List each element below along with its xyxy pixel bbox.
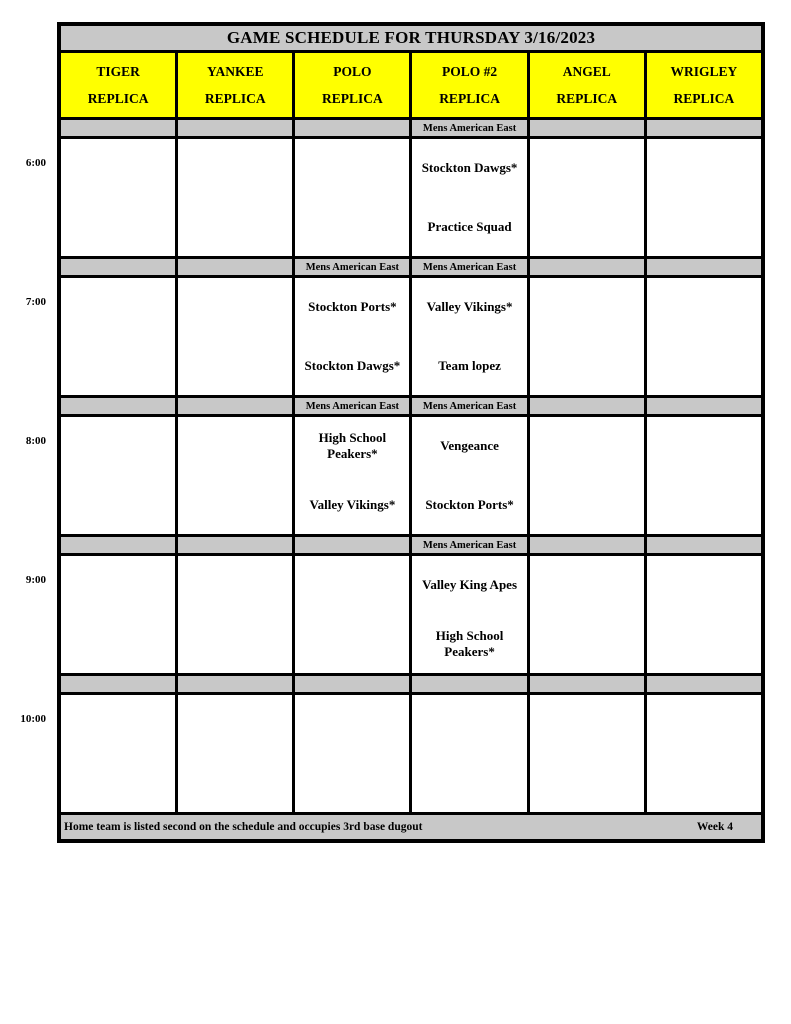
home-team <box>412 754 526 813</box>
game-cell <box>647 278 761 395</box>
field-header-3 <box>295 53 409 117</box>
game-cell <box>61 556 175 673</box>
league-banner-cell: Mens American East <box>412 259 526 275</box>
field-name-line1: ANGEL <box>562 63 611 79</box>
away-team <box>178 278 292 337</box>
game-row <box>61 278 761 395</box>
league-banner-cell <box>647 259 761 275</box>
away-team <box>295 556 409 615</box>
home-team <box>647 198 761 257</box>
home-team <box>647 476 761 535</box>
game-cell <box>178 695 292 812</box>
league-banner-cell <box>61 120 175 136</box>
home-team <box>295 754 409 813</box>
game-row <box>61 139 761 256</box>
game-cell <box>295 278 409 395</box>
game-cell <box>61 417 175 534</box>
league-banner-cell: Mens American East <box>412 120 526 136</box>
away-team <box>530 695 644 754</box>
game-cell <box>178 139 292 256</box>
field-name-line2: REPLICA <box>556 90 618 106</box>
home-team <box>530 615 644 674</box>
away-team <box>178 695 292 754</box>
league-banner-cell: Mens American East <box>295 398 409 414</box>
game-cell <box>61 139 175 256</box>
away-team: Valley King Apes <box>422 577 517 593</box>
game-cell <box>61 278 175 395</box>
league-banner-row <box>61 676 761 692</box>
away-team <box>61 139 175 198</box>
field-header-6 <box>647 53 761 117</box>
game-row <box>61 695 761 812</box>
away-team <box>61 556 175 615</box>
game-cell <box>647 417 761 534</box>
league-banner-row <box>61 120 761 136</box>
home-team: Stockton Ports* <box>425 496 514 512</box>
away-team <box>530 556 644 615</box>
home-team <box>530 337 644 396</box>
home-team <box>61 476 175 535</box>
time-label: 9:00 <box>25 574 46 586</box>
away-team <box>647 139 761 198</box>
game-cell <box>412 556 526 673</box>
home-team <box>178 198 292 257</box>
field-name-line2: REPLICA <box>87 90 149 106</box>
home-team <box>178 615 292 674</box>
game-cell <box>178 556 292 673</box>
field-name-line1: WRIGLEY <box>670 63 738 79</box>
away-team <box>178 556 292 615</box>
league-banner-cell <box>647 398 761 414</box>
home-team <box>61 198 175 257</box>
home-team: Practice Squad <box>427 218 512 234</box>
field-name-line2: REPLICA <box>439 90 500 106</box>
game-cell <box>647 695 761 812</box>
footer-note: Home team is listed second on the schedule and occupies 3rd base dugout <box>64 821 423 833</box>
field-name-line1: YANKEE <box>206 63 264 79</box>
league-banner-cell: Mens American East <box>295 259 409 275</box>
league-banner-cell <box>295 537 409 553</box>
game-cell <box>178 417 292 534</box>
home-team <box>178 476 292 535</box>
away-team <box>647 695 761 754</box>
field-name-line2: REPLICA <box>204 90 266 106</box>
home-team <box>530 198 644 257</box>
league-banner-cell: Mens American East <box>412 398 526 414</box>
field-name-line1: TIGER <box>96 63 140 79</box>
away-team <box>647 417 761 476</box>
league-banner-row <box>61 259 761 275</box>
league-banner-cell <box>530 676 644 692</box>
schedule-title: GAME SCHEDULE FOR THURSDAY 3/16/2023 <box>61 26 761 50</box>
league-banner-cell <box>295 676 409 692</box>
away-team <box>530 417 644 476</box>
field-name-line1: POLO #2 <box>442 63 498 79</box>
game-cell <box>295 139 409 256</box>
game-cell <box>295 695 409 812</box>
game-cell <box>647 139 761 256</box>
game-cell <box>295 417 409 534</box>
league-banner-cell <box>647 537 761 553</box>
home-team <box>178 754 292 813</box>
away-team <box>61 278 175 337</box>
league-banner-cell: Mens American East <box>412 537 526 553</box>
game-cell <box>530 278 644 395</box>
home-team <box>647 754 761 813</box>
league-banner-cell <box>647 676 761 692</box>
away-team <box>295 139 409 198</box>
field-name-line2: REPLICA <box>322 90 383 106</box>
away-team: Stockton Ports* <box>308 299 397 315</box>
away-team: Vengeance <box>440 438 499 454</box>
league-banner-cell <box>530 537 644 553</box>
field-name-line2: REPLICA <box>673 90 735 106</box>
home-team <box>178 337 292 396</box>
league-banner-cell <box>61 537 175 553</box>
home-team <box>295 615 409 674</box>
game-cell <box>412 417 526 534</box>
league-banner-cell <box>295 120 409 136</box>
league-banner-cell <box>412 676 526 692</box>
away-team: Valley Vikings* <box>426 299 513 315</box>
away-team <box>530 139 644 198</box>
game-cell <box>178 278 292 395</box>
game-row <box>61 556 761 673</box>
league-banner-cell <box>61 398 175 414</box>
home-team: High School Peakers* <box>435 627 504 659</box>
league-banner-cell <box>61 676 175 692</box>
home-team <box>530 754 644 813</box>
game-cell <box>530 695 644 812</box>
away-team: Stockton Dawgs* <box>421 160 518 176</box>
time-gutter <box>0 0 56 1024</box>
schedule-table <box>57 22 765 843</box>
time-label: 7:00 <box>25 296 46 308</box>
game-cell <box>412 695 526 812</box>
game-cell <box>647 556 761 673</box>
away-team <box>647 556 761 615</box>
home-team <box>530 476 644 535</box>
field-header-5 <box>530 53 644 117</box>
field-header-4 <box>412 53 526 117</box>
home-team: Stockton Dawgs* <box>304 357 401 373</box>
league-banner-row <box>61 398 761 414</box>
game-cell <box>530 417 644 534</box>
field-header-1 <box>61 53 175 117</box>
field-name-line1: POLO <box>333 63 372 79</box>
league-banner-cell <box>530 259 644 275</box>
game-cell <box>295 556 409 673</box>
away-team <box>61 417 175 476</box>
home-team <box>647 337 761 396</box>
away-team <box>412 695 526 754</box>
league-banner-cell <box>178 259 292 275</box>
away-team <box>295 695 409 754</box>
league-banner-cell <box>61 259 175 275</box>
home-team <box>647 615 761 674</box>
away-team: High School Peakers* <box>318 430 387 462</box>
league-banner-cell <box>178 676 292 692</box>
league-banner-cell <box>178 120 292 136</box>
home-team <box>61 615 175 674</box>
game-cell <box>61 695 175 812</box>
week-label: Week 4 <box>696 821 733 833</box>
game-cell <box>530 139 644 256</box>
field-header-2 <box>178 53 292 117</box>
footer-row <box>61 815 761 839</box>
field-header-row <box>61 53 761 117</box>
league-banner-cell <box>178 398 292 414</box>
home-team: Valley Vikings* <box>309 496 396 512</box>
game-cell <box>412 278 526 395</box>
league-banner-cell <box>530 120 644 136</box>
league-banner-row <box>61 537 761 553</box>
league-banner-cell <box>178 537 292 553</box>
away-team <box>61 695 175 754</box>
away-team <box>647 278 761 337</box>
league-banner-cell <box>647 120 761 136</box>
home-team: Team lopez <box>438 357 501 373</box>
away-team <box>178 417 292 476</box>
time-label: 8:00 <box>25 435 46 447</box>
home-team <box>295 198 409 257</box>
home-team <box>61 754 175 813</box>
away-team <box>530 278 644 337</box>
home-team <box>61 337 175 396</box>
away-team <box>178 139 292 198</box>
time-label: 6:00 <box>25 157 46 169</box>
game-cell <box>530 556 644 673</box>
time-label: 10:00 <box>20 713 46 725</box>
game-row <box>61 417 761 534</box>
league-banner-cell <box>530 398 644 414</box>
game-cell <box>412 139 526 256</box>
